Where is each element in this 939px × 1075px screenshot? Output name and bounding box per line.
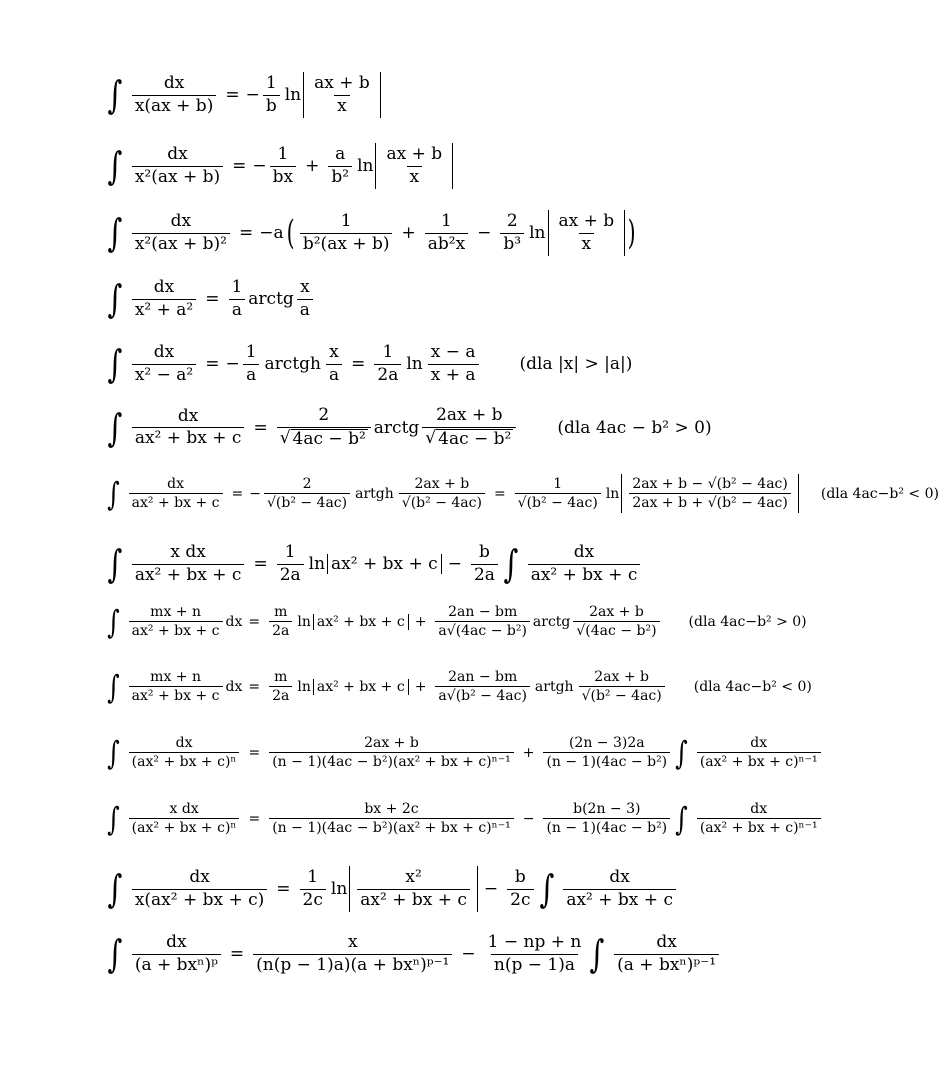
formula-1: ∫ $\frac{dx}{x(ax + b)}$ = − $\frac{1}{b}$ ln $\frac{ax + b}{x}$ xyxy=(105,72,381,118)
formula-12: ∫ $\frac{\text{x dx}}{\text{(ax² + bx + c)ⁿ}}$ = $\frac{bx + 2c}{\text{(n − 1)(4ac − b²)(ax² + bx + c)ⁿ⁻¹}}$ − $\frac{b(2n - 3)}{\text{(n − 1)(4ac − b²)}}$ ∫ $\frac{dx}{\text{(ax² + bx + c)ⁿ⁻¹}}$ xyxy=(105,801,824,836)
formula-8: ∫ $\frac{\text{x dx}}{\text{ax² + bx + c}}$ = $\frac{1}{2a}$ ln ax² + bx + c − $\frac{b}{2a}$ ∫ $\frac{dx}{\text{ax² + bx + c}}$ xyxy=(105,543,643,585)
formula-2: ∫ $\frac{dx}{\text{x²(ax + b)}}$ = − $\frac{1}{bx}$ + $\frac{a}{\text{b²}}$ ln $\frac{ax + b}{x}$ xyxy=(105,143,453,189)
formula-10: ∫ $\frac{mx + n}{\text{ax² + bx + c}}$ dx = $\frac{m}{2a}$ ln ax² + bx + c + $\frac{2an - bm}{\text{a√(b² − 4ac)}}$ artgh $\frac{2ax + b}{\text{√(b² − 4ac)}}$ (dla 4ac−b² < 0) xyxy=(107,667,812,706)
formula-6: ∫ $\frac{dx}{\text{ax² + bx + c}}$ = 2 √ 4ac − b² arctg 2ax + b √ 4ac − b² (dla 4ac − b² > 0) xyxy=(107,405,712,450)
formula-5: ∫ $\frac{dx}{\text{x² − a²}}$ = − $\frac{1}{a}$ arctgh $\frac{x}{a}$ = $\frac{1}{2a}$ ln $\frac{x - a}{x + a}$ (dla |x| > |a|) xyxy=(107,342,633,387)
condition-7: (dla 4ac−b² < 0) xyxy=(820,485,939,502)
formula-13: ∫ $\frac{dx}{\text{x(ax² + bx + c)}}$ = $\frac{1}{2c}$ ln $\frac{\text{x²}}{\text{ax² + bx + c}}$ − $\frac{b}{2c}$ ∫ $\frac{dx}{\text{ax² + bx + c}}$ xyxy=(105,866,679,912)
formula-7: ∫ $\frac{dx}{\text{ax² + bx + c}}$ = − $\frac{2}{\text{√(b² − 4ac)}}$ artgh $\frac{2ax + b}{\text{√(b² − 4ac)}}$ = $\frac{1}{\text{√(b² − 4ac)}}$ ln $\frac{\text{2ax + b − √(b² − 4ac)}}{\text{2ax + b + √(b² − 4ac)}}$ (dla 4ac−b² < 0) xyxy=(107,474,939,513)
formula-3: ∫ $\frac{dx}{\text{x²(ax + b)²}}$ = −a ( $\frac{1}{\text{b²(ax + b)}}$ + $\frac{1}{\text{ab²x}}$ − $\frac{2}{\text{b³}}$ ln $\frac{ax + b}{x}$ ) xyxy=(107,211,636,256)
condition-5: (dla |x| > |a|) xyxy=(519,354,633,375)
condition-6: (dla 4ac − b² > 0) xyxy=(557,417,712,438)
formula-4: ∫ $\frac{dx}{\text{x² + a²}}$ = $\frac{1}{a}$ arctg $\frac{x}{a}$ xyxy=(105,278,316,320)
condition-9: (dla 4ac−b² > 0) xyxy=(688,613,807,630)
formula-14: ∫ $\frac{dx}{\text{(a + bxⁿ)ᵖ}}$ = $\frac{x}{\text{(n(p − 1)a)(a + bxⁿ)ᵖ⁻¹}}$ − $\frac{1 - np + n}{n(p - 1)a}$ ∫ $\frac{dx}{\text{(a + bxⁿ)ᵖ⁻¹}}$ xyxy=(105,933,722,975)
condition-10: (dla 4ac−b² < 0) xyxy=(693,678,812,695)
formula-11: ∫ $\frac{dx}{\text{(ax² + bx + c)ⁿ}}$ = $\frac{2ax + b}{\text{(n − 1)(4ac − b²)(ax² + bx + c)ⁿ⁻¹}}$ + $\frac{(2n - 3)2a}{\text{(n − 1)(4ac − b²)}}$ ∫ $\frac{dx}{\text{(ax² + bx + c)ⁿ⁻¹}}$ xyxy=(105,735,824,770)
formula-9: ∫ $\frac{mx + n}{\text{ax² + bx + c}}$ dx = $\frac{m}{2a}$ ln ax² + bx + c + $\frac{2an - bm}{\text{a√(4ac − b²)}}$ arctg $\frac{2ax + b}{\text{√(4ac − b²)}}$ (dla 4ac−b² > 0) xyxy=(107,602,807,641)
